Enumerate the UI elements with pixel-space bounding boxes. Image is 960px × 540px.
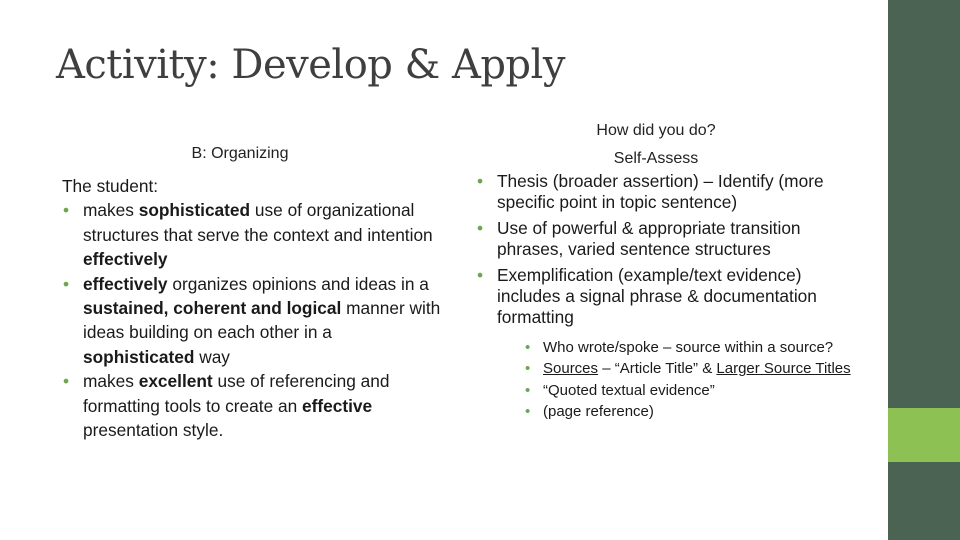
text-run: makes [83,371,139,392]
right-bullet-list [476,171,860,422]
right-heading-line1: How did you do? [596,122,716,139]
left-intro: The student: [62,176,159,196]
text-run: Who wrote/spoke – source within a source? [543,338,834,356]
text-run: – “Article Title” & [598,360,717,378]
underlined-text: Larger Source Titles [716,360,851,378]
text-run: presentation style. [83,420,224,441]
text-run: (page reference) [543,403,654,421]
sub-bullet-item [524,360,860,379]
exemplification-sub-list [524,339,860,422]
self-assess-bullet-item: • Exemplification (example/text evidence) includes a signal phrase & documentation formatting • Who wrote/spoke – source within a source? • Sources – “Article Title” & Larger Source Titles • “Quoted textual evidence” • (page reference) [476,265,860,422]
bold-text: effectively [83,249,168,270]
bold-text: sophisticated [83,346,195,367]
bold-text: effectively [83,273,168,294]
text-run: way [194,346,230,367]
right-heading-line2: Self-Assess [613,150,699,167]
left-column-body [62,174,442,442]
text-run: manner with ideas building on each other in a [83,298,441,343]
self-assess-bullet-item: • Use of powerful & appropriate transition phrases, varied sentence structures [476,218,860,261]
left-bullet-list [62,198,442,442]
right-column-body [476,171,860,426]
side-bar-accent [888,408,960,462]
sub-bullet-item [524,403,860,422]
underlined-text: Sources [543,360,599,378]
sub-bullet-item [524,339,860,358]
text-run: use of organizational structures that serve the context and intention [83,200,433,245]
text-run: makes [83,200,139,221]
bold-text: excellent [138,371,213,392]
right-column-heading [466,117,846,173]
bold-text: sustained, coherent and logical [83,298,342,319]
text-run: “Quoted textual evidence” [543,381,715,399]
text-run: use of referencing and formatting tools to create an [83,371,390,416]
left-bullet-item [62,198,442,271]
bold-text: sophisticated [138,200,251,221]
text-run: organizes opinions and ideas in a [167,273,429,294]
left-column-heading: B: Organizing [191,145,289,162]
self-assess-bullet-item: • Thesis (broader assertion) – Identify (more specific point in topic sentence) [476,171,860,214]
sub-bullet-item [524,382,860,401]
slide-title: Activity: Develop & Apply [56,42,565,88]
left-bullet-item [62,272,442,370]
bold-text: effective [302,395,373,416]
left-bullet-item [62,369,442,442]
